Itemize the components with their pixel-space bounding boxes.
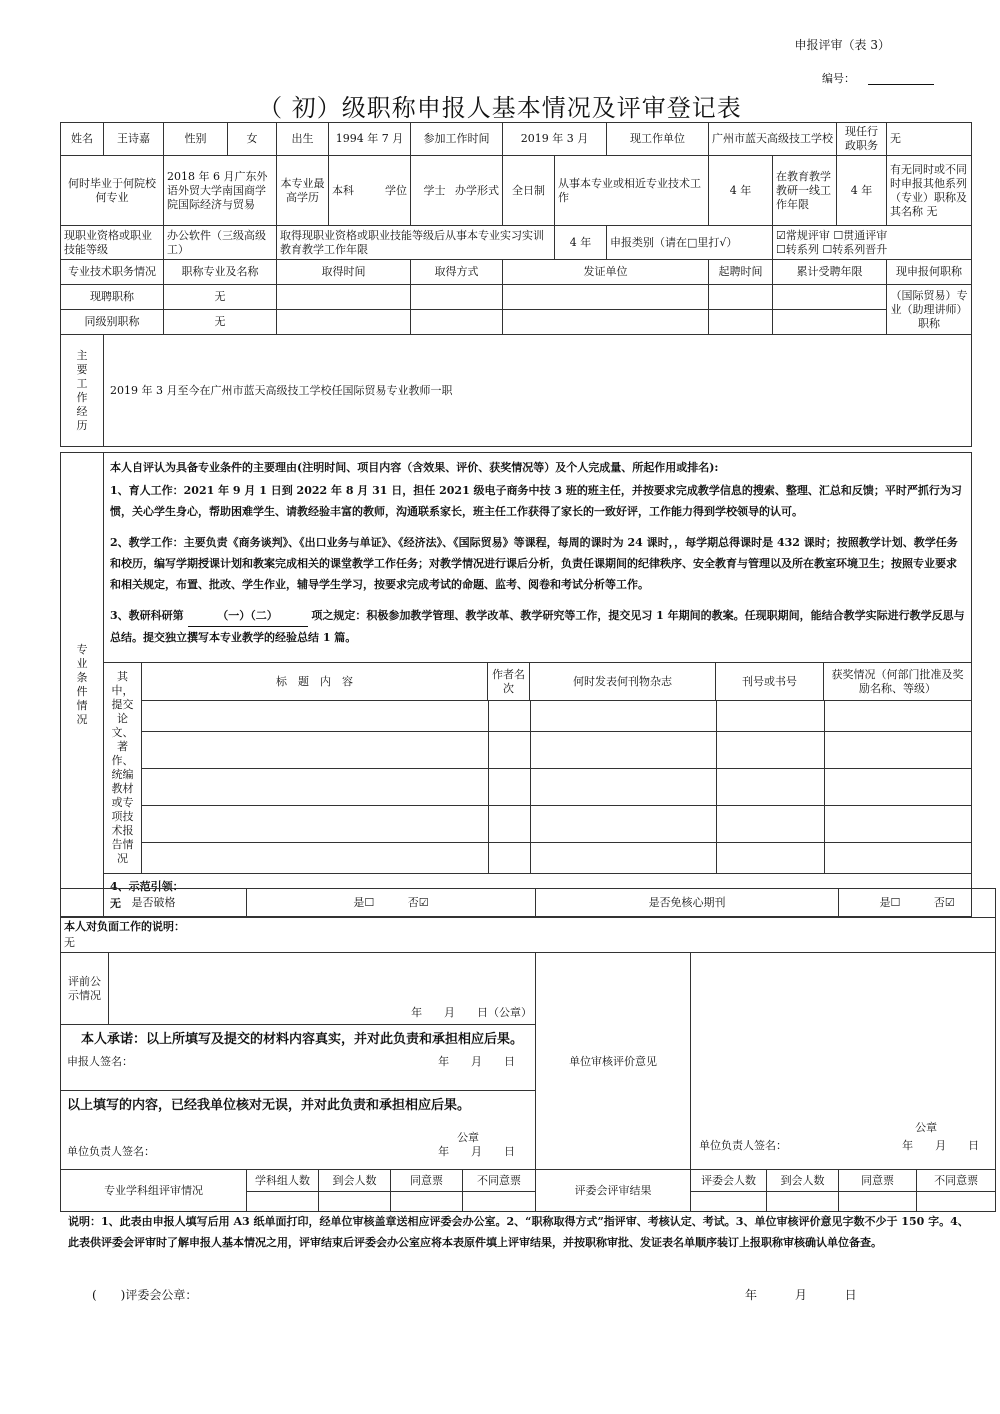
applicant-sign-label: 申报人签名： bbox=[67, 1055, 133, 1068]
break-options[interactable] bbox=[247, 889, 536, 918]
same-title-method[interactable] bbox=[411, 310, 503, 335]
admin-label: 现任行政职务 bbox=[837, 123, 887, 156]
result-members-value[interactable] bbox=[691, 1192, 767, 1212]
group-disagree-value[interactable] bbox=[463, 1192, 536, 1212]
item4-value: 无 bbox=[110, 897, 121, 910]
opt-through-review[interactable]: ☐贯通评审 bbox=[833, 228, 888, 242]
result-header-present: 到会人数 bbox=[767, 1170, 839, 1192]
negative-value: 无 bbox=[64, 936, 75, 949]
gender-value[interactable]: 女 bbox=[228, 123, 277, 156]
teach-label: 在教育教学教研一线工作年限 bbox=[773, 156, 837, 226]
unit-opinion-label: 单位审核评价意见 bbox=[536, 953, 691, 1170]
group-header-disagree: 不同意票 bbox=[463, 1170, 536, 1192]
result-agree-value[interactable] bbox=[839, 1192, 917, 1212]
years-value[interactable]: 4 年 bbox=[709, 156, 773, 226]
promise-area[interactable] bbox=[61, 1025, 536, 1091]
titles-header-situation: 专业技术职务情况 bbox=[61, 260, 164, 285]
form-tag: 申报评审（表 3） bbox=[794, 38, 890, 52]
current-title-hire[interactable] bbox=[709, 285, 773, 310]
admin-value[interactable]: 无 bbox=[887, 123, 972, 156]
titles-header-apply: 现申报何职称 bbox=[887, 260, 972, 285]
table-row[interactable] bbox=[142, 701, 971, 732]
opt-regular-review[interactable]: ☑常规评审 bbox=[776, 228, 830, 242]
pre-publicity-label: 评前公示情况 bbox=[61, 953, 109, 1025]
item4-label: 4、示范引领： bbox=[110, 880, 184, 893]
experience-label: 主要工作经历 bbox=[61, 335, 104, 447]
number-underline[interactable] bbox=[868, 84, 934, 85]
conditions-item-2: 2、教学工作：主要负责《商务谈判》、《出口业务与单证》、《经济法》、《国际贸易》等课程，每周的课时为 24 课时，，每学期总得课时是 432 课时；按照教学计划、教学任务和校历，编写学期授课计划和教案完成相关的课堂教学工作任务；对教学情况进行课后分析，负责任课期间的纪律秩序、安全教育与管理以及所在教室环境卫生；按照专业要求和相关规定，布置、批改、学生作业，辅导学生学习，按要求完成考试的命题、监考、阅卷和考试分析等工作。 bbox=[110, 536, 958, 591]
pre-publicity-date: 年 月 日（公章） bbox=[411, 1006, 533, 1019]
pub-header-issn: 刊号或书号 bbox=[716, 663, 824, 701]
vocational-after-value[interactable]: 4 年 bbox=[555, 226, 607, 260]
current-title-time[interactable] bbox=[277, 285, 411, 310]
table-row[interactable] bbox=[142, 769, 971, 806]
group-header-agree: 同意票 bbox=[391, 1170, 463, 1192]
unit-value[interactable]: 广州市蓝天高级技工学校 bbox=[709, 123, 837, 156]
titles-header-years: 累计受聘年限 bbox=[773, 260, 887, 285]
mode-label: 办学形式 bbox=[455, 183, 499, 197]
registration-form bbox=[60, 122, 972, 447]
grad-label: 何时毕业于何院校何专业 bbox=[61, 156, 164, 226]
leader-ymd: 年 月 日 bbox=[438, 1145, 516, 1158]
committee-seal-label: ( )评委会公章： bbox=[92, 1288, 198, 1302]
degree-label: 本专业最高学历 bbox=[277, 156, 329, 226]
result-header-agree: 同意票 bbox=[839, 1170, 917, 1192]
publications-rows[interactable] bbox=[142, 701, 972, 874]
number-label: 编号： bbox=[822, 72, 855, 85]
result-header-disagree: 不同意票 bbox=[917, 1170, 996, 1192]
result-disagree-value[interactable] bbox=[917, 1192, 996, 1212]
pub-header-rank: 作者名次 bbox=[488, 663, 530, 701]
titles-header-time: 取得时间 bbox=[277, 260, 411, 285]
work-start-value[interactable]: 2019 年 3 月 bbox=[503, 123, 607, 156]
category-options[interactable] bbox=[773, 226, 972, 260]
unit-opinion-area[interactable] bbox=[691, 953, 996, 1170]
vocational-label: 现职业资格或职业技能等级 bbox=[61, 226, 164, 260]
table-row[interactable] bbox=[142, 805, 971, 842]
work-start-label: 参加工作时间 bbox=[411, 123, 503, 156]
publications-grid bbox=[142, 701, 971, 873]
experience-text[interactable]: 2019 年 3 月至今在广州市蓝天高级技工学校任国际贸易专业教师一职 bbox=[104, 335, 972, 447]
degree-value[interactable] bbox=[329, 156, 411, 226]
result-header-members: 评委会人数 bbox=[691, 1170, 767, 1192]
pre-publicity-area[interactable] bbox=[109, 953, 536, 1025]
titles-header-issuer: 发证单位 bbox=[503, 260, 709, 285]
category-label: 申报类别（请在□里打√） bbox=[607, 226, 773, 260]
vocational-value[interactable]: 办公软件（三级高级工） bbox=[164, 226, 277, 260]
committee-seal-date: 年 月 日 bbox=[745, 1288, 857, 1302]
break-label: 是否破格 bbox=[61, 889, 247, 918]
unit-label: 现工作单位 bbox=[607, 123, 709, 156]
item3-prefix: 3、教研科研第 bbox=[110, 609, 184, 622]
conditions-reasons[interactable] bbox=[104, 453, 972, 663]
result-present-value[interactable] bbox=[767, 1192, 839, 1212]
group-review-label: 专业学科组评审情况 bbox=[61, 1170, 247, 1212]
other-label: 有无同时或不同时申报其他系列（专业）职称及其名称 bbox=[890, 162, 968, 218]
promise-text: 本人承诺：以上所填写及提交的材料内容真实，并对此负责和承担相应后果。 bbox=[81, 1032, 524, 1047]
vocational-after-label: 取得现职业资格或职业技能等级后从事本专业实习实训教育教学工作年限 bbox=[277, 226, 555, 260]
applicant-ymd: 年 月 日 bbox=[438, 1055, 516, 1068]
current-title-label: 现聘职称 bbox=[61, 285, 164, 310]
table-row[interactable] bbox=[142, 842, 971, 873]
break-no[interactable]: 否☑ bbox=[407, 896, 429, 909]
group-members-value[interactable] bbox=[247, 1192, 319, 1212]
other-series[interactable] bbox=[887, 156, 972, 226]
same-title-years[interactable] bbox=[773, 310, 887, 335]
conditions-item-3 bbox=[110, 605, 965, 648]
conditions-item-1: 1、育人工作：2021 年 9 月 1 日到 2022 年 8 月 31 日，担任 2021 级电子商务中技 3 班的班主任，并按要求完成教学信息的搜索、整理、汇总和反馈；平时严抓行为习惯，关心学生身心，帮助困难学生、请教经验丰富的教师，沟通联系家长，班主任工作获得了家长的一致好评，工作能力得到学校领导的认可。 bbox=[110, 484, 962, 518]
birth-value[interactable]: 1994 年 7 月 bbox=[329, 123, 411, 156]
core-label: 是否免核心期刊 bbox=[536, 889, 839, 918]
pub-header-title: 标 题 内 容 bbox=[142, 663, 488, 701]
gender-label: 性别 bbox=[164, 123, 228, 156]
publications-label: 其中，提交论文、著作、统编教材或专项技术报告情况 bbox=[104, 663, 142, 874]
birth-label: 出生 bbox=[277, 123, 329, 156]
years-label: 从事本专业或相近专业技术工作 bbox=[555, 156, 709, 226]
pub-header-journal: 何时发表何刊物杂志 bbox=[530, 663, 716, 701]
group-header-present: 到会人数 bbox=[319, 1170, 391, 1192]
table-row[interactable] bbox=[142, 732, 971, 769]
unit-ymd: 年 月 日 bbox=[902, 1139, 980, 1152]
titles-header-hire: 起聘时间 bbox=[709, 260, 773, 285]
core-no[interactable]: 否☑ bbox=[933, 896, 955, 909]
titles-header-method: 取得方式 bbox=[411, 260, 503, 285]
group-header-members: 学科组人数 bbox=[247, 1170, 319, 1192]
item3-suffix: 项之规定：积极参加教学管理、教学改革、教学研究等工作，提交见习 1 年期间的教案。任现职期间，能结合教学实际进行教学反思与总结。提交独立撰写本专业教学的经验总结 1 篇。 bbox=[110, 609, 965, 644]
negative-block[interactable] bbox=[61, 918, 996, 953]
unit-seal: 公章 bbox=[915, 1121, 938, 1134]
same-title-time[interactable] bbox=[277, 310, 411, 335]
leader-sign-label: 单位负责人签名： bbox=[67, 1145, 155, 1158]
teach-value[interactable]: 4 年 bbox=[837, 156, 887, 226]
current-title-issuer[interactable] bbox=[503, 285, 709, 310]
verify-area[interactable] bbox=[61, 1091, 536, 1170]
name-label: 姓名 bbox=[61, 123, 104, 156]
conditions-label: 专业条件情况 bbox=[61, 453, 104, 917]
same-title-value[interactable]: 无 bbox=[164, 310, 277, 335]
verify-seal: 公章 bbox=[457, 1131, 480, 1144]
degree-text: 本科 bbox=[332, 183, 354, 197]
other-value: 无 bbox=[926, 204, 938, 218]
group-present-value[interactable] bbox=[319, 1192, 391, 1212]
instructions-note: 说明：1、此表由申报人填写后用 A3 纸单面打印，经单位审核盖章送相应评委会办公室。2、“职称取得方式”指评审、考核认定、考试。3、单位审核评价意见字数不少于 150 字。4、此表供评委会评审时了解申报人基本情况之用，评审结束后评委会办公室应将本表原件填上评审结果，并按职称审批、发证表名单顺序装订上报职称审核确认单位备查。 bbox=[68, 1215, 969, 1249]
break-yes[interactable]: 是☐ bbox=[353, 896, 375, 909]
verify-text: 以上填写的内容，已经我单位核对无误，并对此负责和承担相应后果。 bbox=[67, 1098, 471, 1113]
page-title: （ 初）级职称申报人基本情况及评审登记表 bbox=[258, 94, 742, 122]
mode-value[interactable]: 全日制 bbox=[503, 156, 555, 226]
xuewei-label: 学位 bbox=[385, 183, 407, 197]
current-title-value[interactable]: 无 bbox=[164, 285, 277, 310]
same-title-label: 同级别职称 bbox=[61, 310, 164, 335]
xuewei-text: 学士 bbox=[423, 183, 446, 197]
review-block bbox=[60, 888, 996, 1212]
conditions-intro: 本人自评认为具备专业条件的主要理由(注明时间、项目内容（含效果、评价、获奖情况等）及个人完成量、所起作用或排名): bbox=[110, 461, 719, 474]
same-title-hire[interactable] bbox=[709, 310, 773, 335]
committee-result-label: 评委会评审结果 bbox=[536, 1170, 691, 1212]
apply-title-value[interactable]: （国际贸易）专业（助理讲师）职称 bbox=[887, 285, 972, 335]
opt-transfer-series[interactable]: ☐转系列 bbox=[776, 242, 819, 256]
item3-fill[interactable]: （一）（二） bbox=[188, 605, 308, 627]
grad-value[interactable]: 2018 年 6 月广东外语外贸大学南国商学院国际经济与贸易 bbox=[164, 156, 277, 226]
current-title-method[interactable] bbox=[411, 285, 503, 310]
core-options[interactable] bbox=[839, 889, 996, 918]
pub-header-award: 获奖情况（何部门批准及奖励名称、等级） bbox=[824, 663, 972, 701]
titles-header-major: 职称专业及名称 bbox=[164, 260, 277, 285]
same-title-issuer[interactable] bbox=[503, 310, 709, 335]
negative-label: 本人对负面工作的说明： bbox=[64, 920, 185, 933]
unit-leader-sign: 单位负责人签名： bbox=[699, 1139, 788, 1152]
current-title-years[interactable] bbox=[773, 285, 887, 310]
xuewei-value[interactable] bbox=[411, 156, 503, 226]
group-agree-value[interactable] bbox=[391, 1192, 463, 1212]
opt-transfer-promotion[interactable]: ☐转系列晋升 bbox=[822, 242, 888, 256]
name-value[interactable]: 王诗嘉 bbox=[104, 123, 164, 156]
core-yes[interactable]: 是☐ bbox=[879, 896, 901, 909]
conditions-block bbox=[60, 452, 972, 917]
